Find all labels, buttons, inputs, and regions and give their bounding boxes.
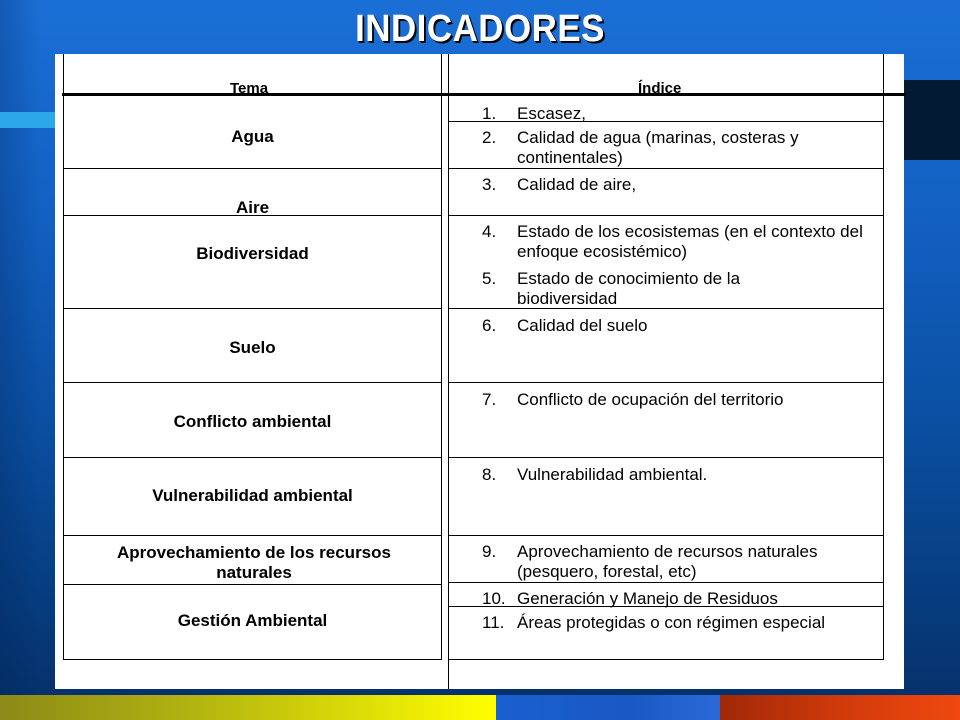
indice-item-8 xyxy=(482,465,882,485)
indice-item-4 xyxy=(482,222,882,262)
decor-cyan-bar xyxy=(0,112,62,128)
background-shade xyxy=(0,0,40,720)
row-separator xyxy=(448,215,884,216)
tema-aprovechamiento: Aprovechamiento de los recursos naturales xyxy=(117,543,391,582)
item-number: 7. xyxy=(482,390,497,409)
row-separator xyxy=(63,382,441,383)
item-number: 11. xyxy=(482,613,505,632)
indice-item-3 xyxy=(482,175,882,195)
indice-item-11 xyxy=(482,613,882,633)
slide-title: INDICADORES xyxy=(355,8,605,50)
indice-item-6 xyxy=(482,316,882,336)
row-separator xyxy=(448,382,884,383)
row-separator xyxy=(448,535,884,536)
row-separator xyxy=(63,168,441,169)
item-text: Escasez, xyxy=(517,104,586,123)
table-divider-1 xyxy=(441,54,442,660)
indice-item-10 xyxy=(482,589,882,609)
tema-aire: Aire xyxy=(235,198,270,217)
item-text: Conflicto de ocupación del territorio xyxy=(517,390,784,409)
item-text: Áreas protegidas o con régimen especial xyxy=(517,613,826,632)
tema-biodiversidad: Biodiversidad xyxy=(196,244,309,263)
footer-bar-blue xyxy=(496,695,720,720)
item-text: Aprovechamiento de recursos naturales (pesquero, forestal, etc) xyxy=(517,542,818,581)
tema-conflicto: Conflicto ambiental xyxy=(173,412,332,431)
decor-dark-block xyxy=(904,80,960,160)
item-text: Generación y Manejo de Residuos xyxy=(517,589,778,608)
item-number: 6. xyxy=(482,316,497,335)
row-separator xyxy=(63,659,441,660)
indice-item-2 xyxy=(482,128,852,168)
indice-item-9 xyxy=(482,542,882,582)
indice-item-1 xyxy=(482,104,882,124)
tema-vulnerabilidad: Vulnerabilidad ambiental xyxy=(152,486,353,505)
item-number: 8. xyxy=(482,465,497,484)
row-separator xyxy=(63,535,441,536)
header-tema: Tema xyxy=(230,80,269,97)
item-number: 1. xyxy=(482,104,497,123)
item-text: Estado de conocimiento de la biodiversidad xyxy=(517,269,741,308)
table-border-right xyxy=(883,54,884,660)
item-number: 2. xyxy=(482,128,497,147)
row-separator xyxy=(63,308,441,309)
row-separator xyxy=(448,168,884,169)
item-text: Estado de los ecosistemas (en el contexto del enfoque ecosistémico) xyxy=(517,222,863,261)
item-text: Calidad de aire, xyxy=(517,175,637,194)
item-text: Vulnerabilidad ambiental. xyxy=(517,465,708,484)
item-number: 5. xyxy=(482,269,497,288)
header-indice: Índice xyxy=(638,80,682,97)
row-separator xyxy=(448,582,884,583)
item-number: 9. xyxy=(482,542,497,561)
tema-suelo: Suelo xyxy=(229,338,276,357)
row-separator xyxy=(63,584,441,585)
item-number: 4. xyxy=(482,222,497,241)
header-rule xyxy=(62,93,906,96)
footer-bar-olive-yellow xyxy=(0,695,496,720)
footer-bar-red xyxy=(720,695,960,720)
table-divider-2 xyxy=(448,54,449,689)
item-number: 3. xyxy=(482,175,497,194)
row-separator xyxy=(448,457,884,458)
tema-agua: Agua xyxy=(231,127,274,146)
indice-item-5 xyxy=(482,269,782,309)
indice-item-7 xyxy=(482,390,882,410)
item-text: Calidad del suelo xyxy=(517,316,648,335)
item-text: Calidad de agua (marinas, costeras y continentales) xyxy=(517,128,799,167)
row-separator xyxy=(63,457,441,458)
item-number: 10. xyxy=(482,589,506,608)
tema-gestion: Gestión Ambiental xyxy=(177,611,328,630)
row-separator xyxy=(448,659,884,660)
